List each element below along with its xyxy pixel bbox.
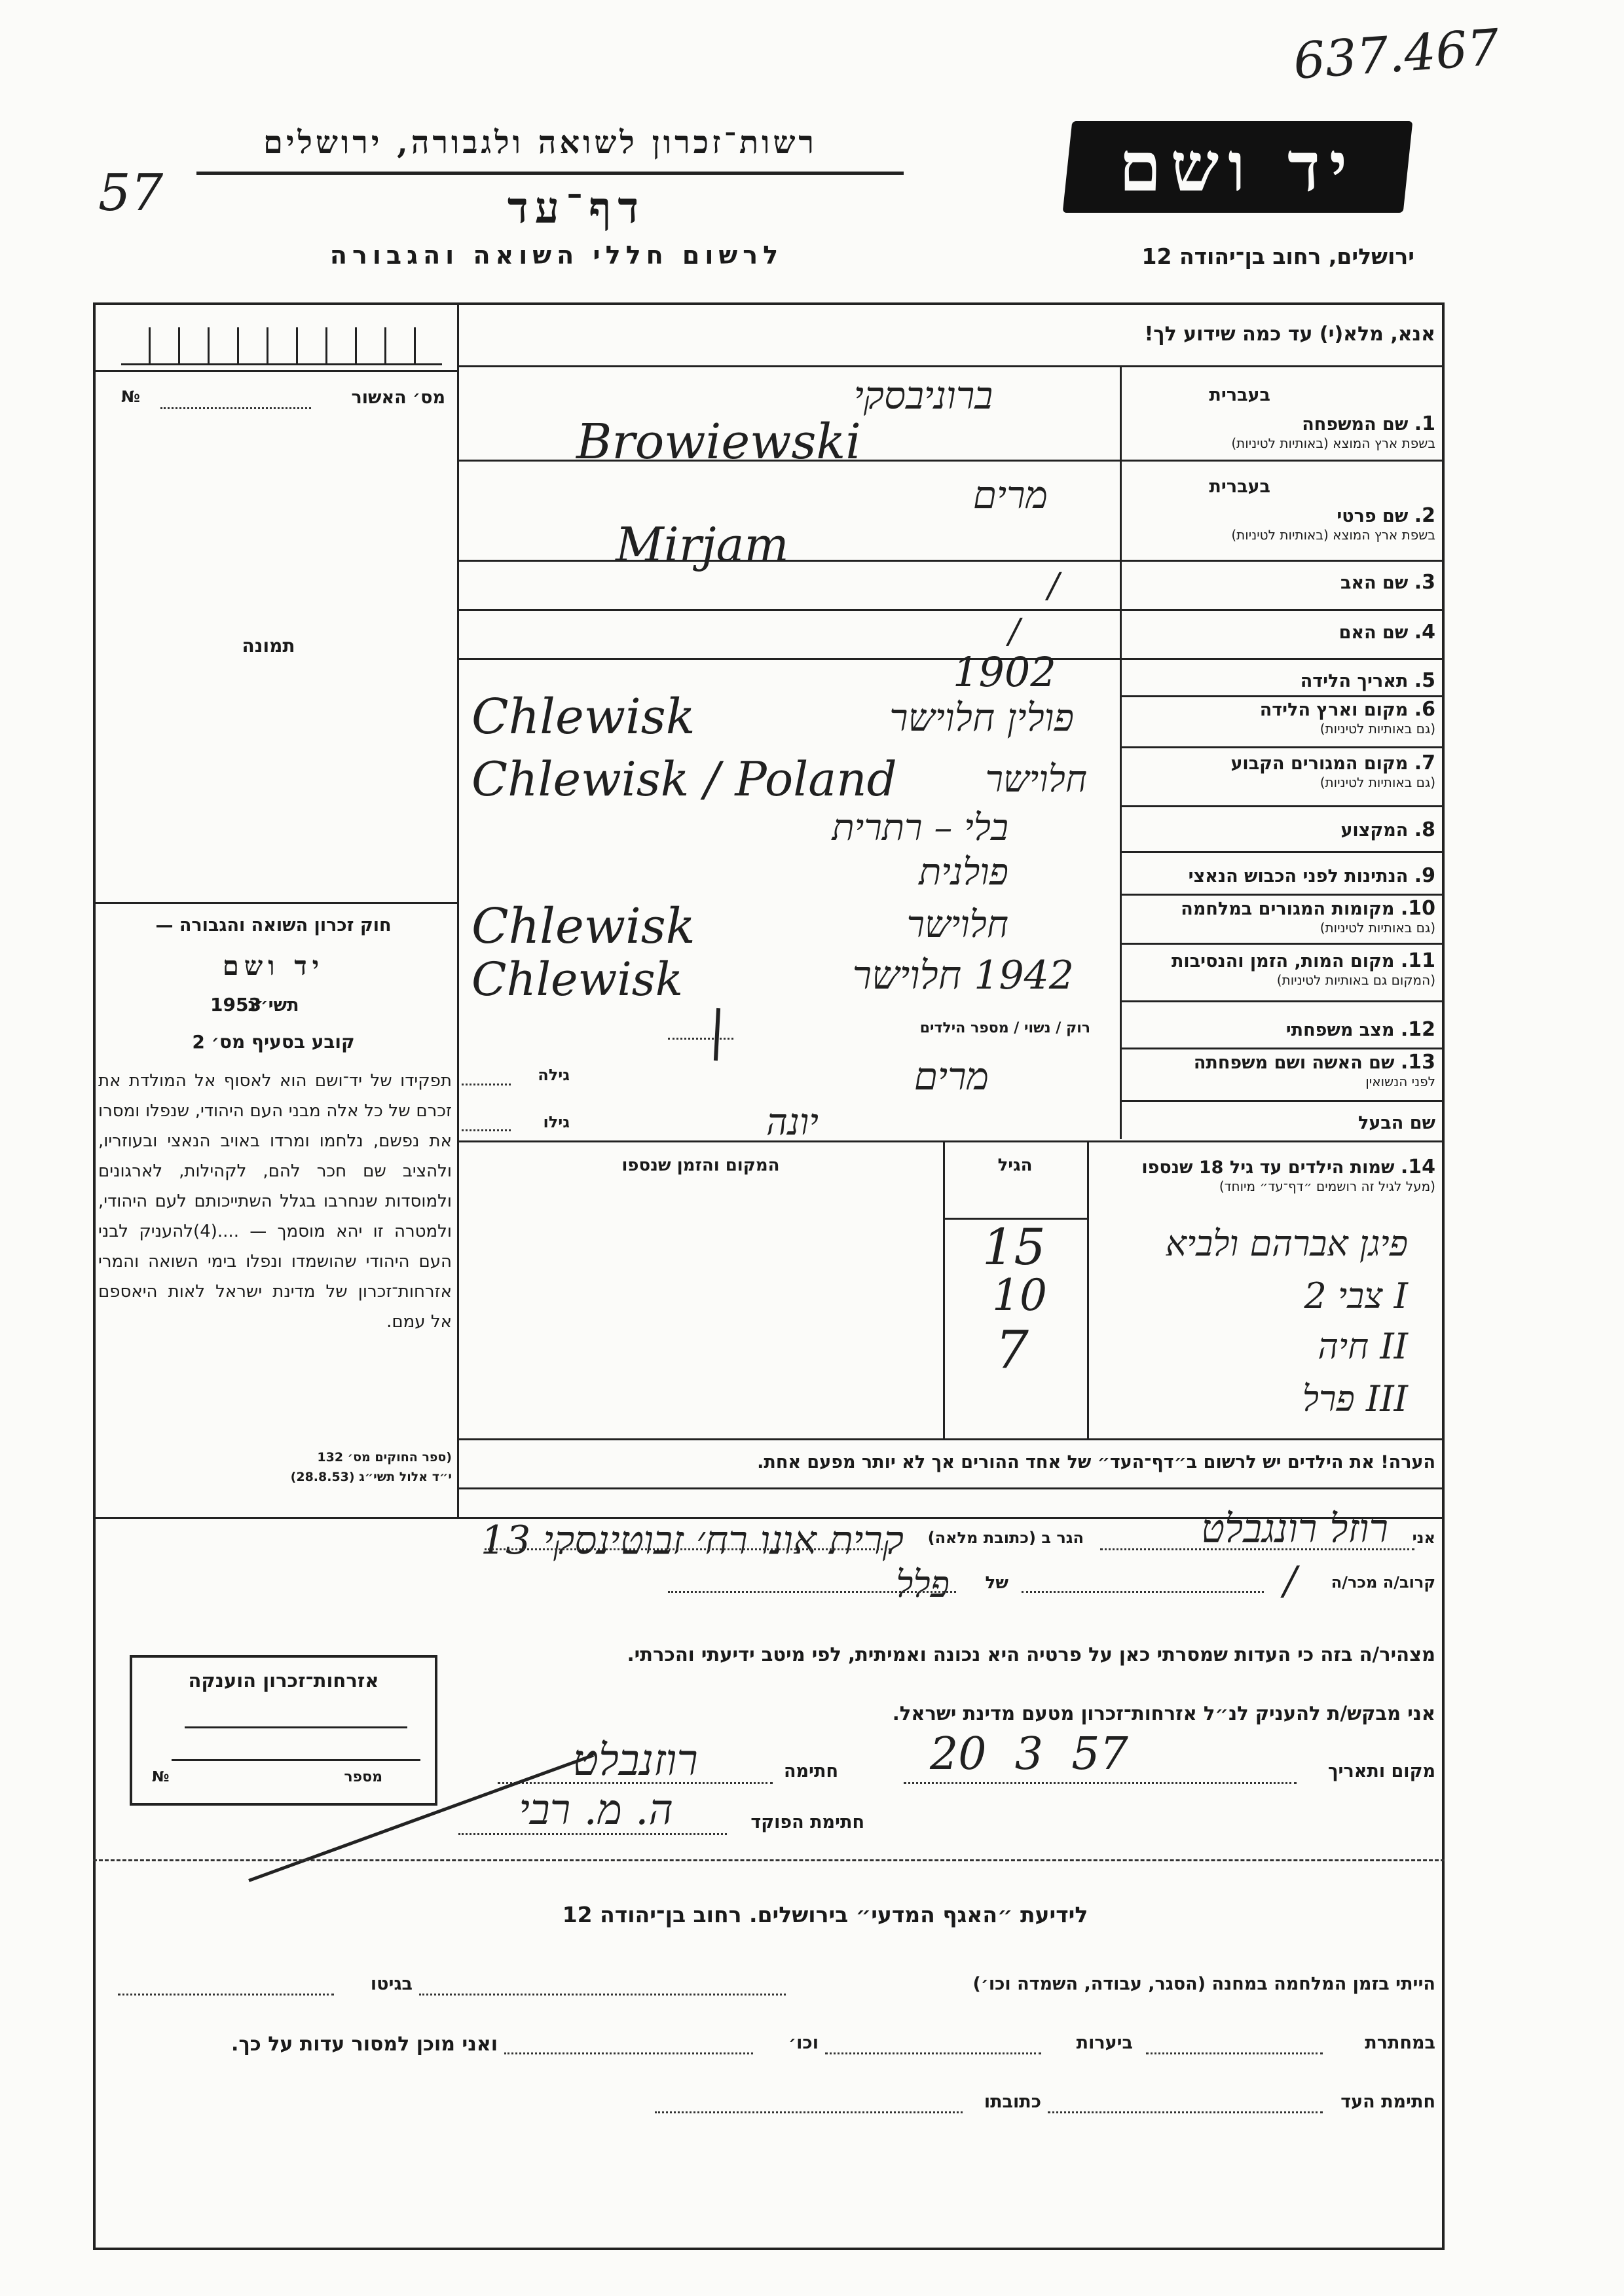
field-husband-label-text: שם הבעל <box>1357 1113 1435 1133</box>
footer-camp-label: הייתי בזמן המלחמה במחנה (הסגר, עבודה, השמדה וכו׳) <box>972 1974 1435 1994</box>
authority-underline <box>196 172 904 175</box>
document-subtitle: לרשום חללי השואה והגבורה <box>329 241 784 270</box>
value-death-hebrew: 1942 חלוישר <box>852 953 1074 998</box>
children-count-line <box>668 1038 733 1040</box>
value-father-name: / <box>1048 566 1060 606</box>
row-rule-9 <box>1120 894 1445 896</box>
relation-label: קרוב/ה מכר/ה <box>1331 1573 1435 1592</box>
child-name: פיגן אברהם ולביא <box>1165 1223 1408 1264</box>
children-col-place: המקום והזמן שנספו <box>621 1156 780 1175</box>
officer-signature: ה. מ. רבי <box>519 1786 673 1834</box>
field-given-name-label <box>1231 504 1435 543</box>
husband-age-line <box>462 1129 511 1131</box>
field-13-sub: לפני הנשואין <box>1365 1074 1435 1089</box>
field-profession-label <box>1340 818 1435 841</box>
field-2-tag-text: בעברית <box>1209 477 1270 497</box>
field-10-sub: (גם באותיות לטיניות) <box>1320 920 1435 936</box>
value-husband-name: יונה <box>766 1101 819 1144</box>
value-nationality: פולנית <box>919 851 1008 894</box>
field-6-label: מקום וארץ הלידה <box>1259 700 1409 720</box>
field-3-label: שם האב <box>1340 573 1409 593</box>
children-title <box>1141 1156 1435 1194</box>
footer-forests-line <box>825 2052 1041 2054</box>
value-death-latin: Chlewisk <box>471 953 684 1006</box>
field-10-label: מקומות המגורים במלחמה <box>1181 899 1395 919</box>
field-marital-label <box>1286 1018 1435 1041</box>
law-top-rule <box>93 902 457 904</box>
row-rule-5 <box>1120 695 1445 697</box>
footer-underground-label: במחתרת <box>1365 2033 1435 2053</box>
children-subtitle: (מעל לגיל זה רושמים ״דף־עד״ מיוחד) <box>1219 1178 1435 1194</box>
relation-line <box>1022 1591 1264 1593</box>
wife-age-line <box>462 1084 511 1085</box>
value-mother-name: / <box>1008 612 1020 651</box>
children-num: 14. <box>1400 1156 1435 1178</box>
field-1-label: שם המשפחה <box>1302 414 1409 435</box>
logo-text: יד ושם <box>1118 126 1357 207</box>
field-2-tag <box>1209 477 1270 497</box>
field-7-num: 7. <box>1414 752 1435 774</box>
left-column-divider <box>457 302 459 1517</box>
field-1-tag-text: בעברית <box>1209 385 1270 405</box>
law-section: קובע בסעיף מס׳ 2 <box>192 1031 355 1053</box>
field-12-label: מצב משפחתי <box>1285 1020 1395 1040</box>
field-2-label: שם פרטי <box>1337 506 1409 526</box>
document-title: דף־עד <box>507 182 646 233</box>
of-value: פלל <box>896 1563 950 1606</box>
approval-number-label: מס׳ האשור <box>351 388 445 408</box>
header-address: ירושלים, רחוב בן־יהודה 12 <box>1141 244 1414 269</box>
field-13-num: 13. <box>1400 1051 1435 1074</box>
child-row <box>943 1270 1454 1322</box>
row-rule-4 <box>457 658 1445 660</box>
value-residence-hebrew: חלוישר <box>985 758 1087 801</box>
of-label: של <box>985 1573 1008 1593</box>
field-wife-label <box>1194 1051 1435 1089</box>
wife-age-label: גילה <box>538 1066 570 1084</box>
field-7-sub: (גם באותיות לטיניות) <box>1320 774 1435 790</box>
footer-forests-label: ביערות <box>1076 2033 1133 2053</box>
field-2-sub: בשפת ארץ המוצא (באותיות לטיניות) <box>1231 527 1435 543</box>
law-text: תפקידו של יד־ושם הוא לאסוף אל המולדת את זכרם של כל אלה מבני העם היהודי, שנפלו ומסרו את נפשם, נלחמו ומרדו באויב הנאצי ובעוזריו, ולהציב שם חכר להם, לקהילות, לארגונים ולמוסדות שנחרבו בגלל השתייכותם לעם היהודי, ולמטרה זו יהא מוסמך — ....(4)להעניק לבני העם היהודי שהושמדו ונפלו בימי השואה והמרי אזרחות־זכרון של מדינת ישראל לאות היאספם אל עמם. <box>98 1071 452 1332</box>
field-father-name-label <box>1340 571 1435 594</box>
row-rule-13 <box>1120 1100 1445 1102</box>
footer-address-label: כתובתו <box>984 2092 1041 2112</box>
field-husband-label <box>1358 1113 1435 1133</box>
field-9-label: הנתינות לפני הכבוש הנאצי <box>1188 866 1409 886</box>
marital-options: רוק / נשוי / מספר הילדים <box>919 1020 1090 1036</box>
footer-witness-signature-line <box>1048 2111 1323 2113</box>
citizenship-title: אזרחות־זכרון הוענקה <box>188 1669 379 1692</box>
declaration-text: מצהיר/ה בזה כי העדות שמסרתי כאן על פרטיה היא נכונה ואמיתית, לפי מיטב ידיעתי והכרתי. <box>627 1643 1435 1666</box>
citizenship-number-label: מספר <box>344 1769 382 1785</box>
row-rule-3 <box>457 609 1445 611</box>
field-11-label: מקום המות, הזמן והנסיבות <box>1171 951 1395 972</box>
approval-no-mark: № <box>121 388 140 406</box>
labels-column-divider <box>1120 367 1122 1139</box>
field-4-num: 4. <box>1414 621 1435 644</box>
declarant-address: קרית אונו רח׳ זבוטינסקי 13 <box>480 1518 904 1563</box>
child-row <box>943 1375 1454 1427</box>
field-3-num: 3. <box>1414 571 1435 594</box>
note-bottom-rule <box>457 1487 1445 1489</box>
declarant-resides-label: הגר ב (כתובת מלאה) <box>927 1529 1084 1547</box>
row-rule-8 <box>1120 851 1445 853</box>
left-header-rule <box>93 370 457 372</box>
field-nationality-label <box>1189 864 1435 887</box>
field-5-label: תאריך הלידה <box>1300 671 1409 691</box>
value-war-residence-latin: Chlewisk <box>471 898 695 955</box>
value-profession: בלי – רתרית <box>832 807 1008 849</box>
relation-value: / <box>1283 1558 1297 1604</box>
place-date-label: מקום ותאריך <box>1327 1761 1435 1781</box>
citizenship-line-2 <box>172 1759 420 1761</box>
field-residence-label <box>1230 752 1435 790</box>
footer-address-line <box>655 2111 963 2113</box>
declarant-name: רוזל רונגבלט <box>1200 1506 1388 1552</box>
request-text: אני מבקש/ת להעניק לנ״ל אזרחות־זכרון מטעם מדינת ישראל. <box>892 1702 1435 1724</box>
child-row <box>943 1319 1454 1380</box>
child-name: III פרל <box>1302 1378 1408 1419</box>
field-birth-place-label <box>1260 698 1435 737</box>
field-8-label: המקצוע <box>1340 820 1409 841</box>
field-11-num: 11. <box>1400 949 1435 972</box>
field-7-label: מקום המגורים הקבוע <box>1230 754 1409 774</box>
citizenship-number-mark: № <box>152 1769 170 1785</box>
children-col-age: הגיל <box>997 1156 1033 1175</box>
child-age: 15 <box>982 1218 1046 1276</box>
row-rule-12 <box>1120 1048 1445 1049</box>
field-1-tag <box>1209 385 1270 405</box>
field-4-label: שם האם <box>1338 623 1409 643</box>
field-9-num: 9. <box>1414 864 1435 887</box>
children-title-text: שמות הילדים עד גיל 18 שנספו <box>1141 1157 1395 1178</box>
instruction-rule <box>457 365 1445 367</box>
value-war-residence-hebrew: חלוישר <box>906 903 1008 946</box>
field-11-sub: (המקום גם באותיות לטיניות) <box>1276 972 1435 988</box>
declarant-signature: רוזנבלט <box>572 1735 698 1785</box>
instruction: אנא, מלא(י) עד כמה שידוע לך! <box>1144 323 1435 346</box>
footer-camp-line <box>419 1994 786 1995</box>
footer-testimony-text: ואני מוכן למסור עדות על כך. <box>231 2033 498 2056</box>
law-name: יד ושם <box>222 951 325 981</box>
field-6-num: 6. <box>1414 698 1435 721</box>
value-birth-date: 1902 <box>953 648 1056 696</box>
law-year-hebrew: תשי״ג <box>248 995 299 1015</box>
row-rule-10 <box>1120 943 1445 945</box>
approval-number-line <box>160 407 311 409</box>
photo-label: תמונה <box>242 635 295 657</box>
side-marker: 57 <box>98 164 164 223</box>
field-8-num: 8. <box>1414 818 1435 841</box>
law-title: חוק זכרון השואה והגבורה — <box>155 915 392 936</box>
husband-age-label: גילו <box>543 1113 570 1131</box>
child-row <box>943 1218 1454 1276</box>
field-12-num: 12. <box>1400 1018 1435 1041</box>
row-rule-2 <box>457 560 1445 562</box>
declaration-date: 20 3 57 <box>930 1728 1128 1780</box>
law-year: 1953 <box>210 994 261 1015</box>
archive-number: 637.467 <box>1291 18 1502 90</box>
field-death-label <box>1172 949 1435 988</box>
row-rule-11 <box>1120 1000 1445 1002</box>
child-age: 10 <box>992 1270 1047 1321</box>
yad-vashem-logo <box>1063 121 1413 213</box>
field-family-name-label <box>1231 412 1435 451</box>
approval-ticks <box>121 327 442 365</box>
row-rule-14 <box>457 1140 1445 1142</box>
law-reference-date: י״ד אלול תשי״ג (28.8.53) <box>290 1470 452 1484</box>
declarant-address-line <box>485 1548 891 1550</box>
value-wife-name: מרים <box>913 1054 989 1099</box>
field-1-num: 1. <box>1414 412 1435 435</box>
place-date-line <box>904 1782 1297 1784</box>
footer-etc-label: וכו׳ <box>788 2033 819 2053</box>
child-name: II חיה <box>1318 1326 1408 1367</box>
value-birth-place-hebrew: פולין חלוישר <box>889 695 1074 740</box>
of-line <box>668 1591 956 1593</box>
value-given-name-hebrew: מרים <box>972 473 1048 517</box>
row-rule-6 <box>1120 746 1445 748</box>
field-mother-name-label <box>1339 621 1435 644</box>
footer-ghetto-line <box>118 1994 334 1995</box>
declarant-ani: אני <box>1412 1529 1435 1547</box>
field-2-num: 2. <box>1414 504 1435 527</box>
footer-etc-line <box>504 2052 753 2054</box>
footer-witness-signature-label: חתימת העד <box>1340 2092 1435 2112</box>
footer-ghetto-label: בגיטו <box>370 1974 413 1994</box>
row-rule-7 <box>1120 805 1445 807</box>
child-name: I צבי 2 <box>1304 1275 1408 1317</box>
field-5-num: 5. <box>1414 669 1435 692</box>
value-family-name-latin: Browiewski <box>576 414 861 470</box>
officer-label: חתימת הפוקד <box>750 1812 864 1832</box>
field-13-label: שם האשה ושם משפחתה <box>1193 1053 1395 1073</box>
value-residence-latin: Chlewisk / Poland <box>471 752 897 807</box>
value-family-name-hebrew: ברוניבסקי <box>853 373 993 418</box>
field-10-num: 10. <box>1400 897 1435 920</box>
child-age: 7 <box>995 1319 1029 1380</box>
field-birth-date-label <box>1301 669 1435 692</box>
note-text: הערה! את הילדים יש לרשום ב״דף־העד״ של אחד ההורים אך לא יותר מפעם אחת. <box>757 1452 1435 1472</box>
field-war-residence-label <box>1181 897 1435 936</box>
authority-name: רשות־זכרון לשואה ולגבורה, ירושלים <box>263 124 818 161</box>
field-6-sub: (גם באותיות לטיניות) <box>1320 721 1435 737</box>
footer-separator <box>93 1859 1445 1861</box>
footer-title: לידיעת ״האגף המדעי״ בירושלים. רחוב בן־יהודה 12 <box>562 1902 1088 1927</box>
law-reference: (ספר החוקים מס׳ 132 <box>317 1450 452 1465</box>
citizenship-box <box>130 1655 437 1806</box>
signature-label: חתימה <box>783 1761 838 1781</box>
note-top-rule <box>457 1438 1445 1440</box>
footer-underground-line <box>1146 2052 1323 2054</box>
citizenship-line-1 <box>185 1726 407 1728</box>
value-given-name-latin: Mirjam <box>616 517 789 572</box>
value-birth-place-latin: Chlewisk <box>471 689 695 745</box>
field-1-sub: בשפת ארץ המוצא (באותיות לטיניות) <box>1231 435 1435 451</box>
